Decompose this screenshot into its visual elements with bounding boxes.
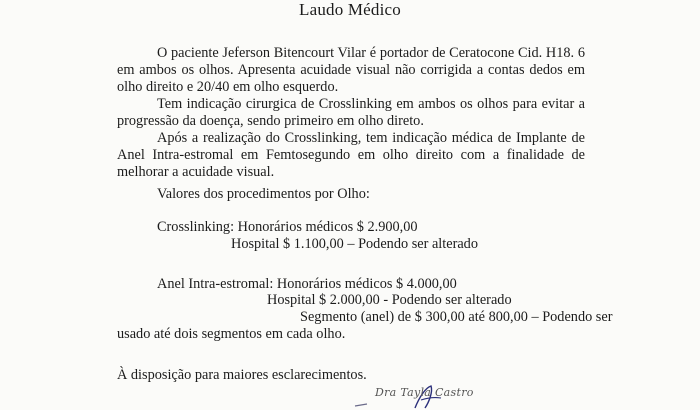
crosslinking-hospital: Hospital $ 1.100,00 – Podendo ser alterado — [231, 236, 478, 252]
anel-segment-continued: usado até dois segmentos em cada olho. — [117, 326, 346, 342]
anel-hospital: Hospital $ 2.000,00 - Podendo ser alterado — [267, 292, 512, 308]
crosslinking-fees: Crosslinking: Honorários médicos $ 2.900,00 — [157, 219, 418, 235]
signature-name: Dra Tayla Castro — [375, 386, 474, 399]
signature — [345, 384, 475, 410]
document-title: Laudo Médico — [298, 0, 401, 19]
paragraph-implant-indication: Após a realização do Crosslinking, tem indicação médica de Implante de Anel Intra-estromal em Femtosegundo em olho direito com a finalidade de melhorar a acuidade visual. — [117, 130, 585, 180]
paragraph-diagnosis: O paciente Jeferson Bitencourt Vilar é portador de Ceratocone Cid. H18. 6 em ambos os olhos. Apresenta acuidade visual não corrigida a contas dedos em olho direito e 20/40 em olho esquerdo. — [117, 45, 585, 95]
closing-remark: À disposição para maiores esclarecimentos. — [117, 367, 367, 383]
values-heading: Valores dos procedimentos por Olho: — [157, 186, 370, 202]
anel-fees: Anel Intra-estromal: Honorários médicos $ 4.000,00 — [157, 276, 457, 292]
anel-segment: Segmento (anel) de $ 300,00 até 800,00 – Podendo ser — [300, 309, 613, 325]
paragraph-crosslinking-indication: Tem indicação cirurgica de Crosslinking em ambos os olhos para evitar a progressão da doença, sendo primeiro em olho direto. — [117, 96, 585, 129]
